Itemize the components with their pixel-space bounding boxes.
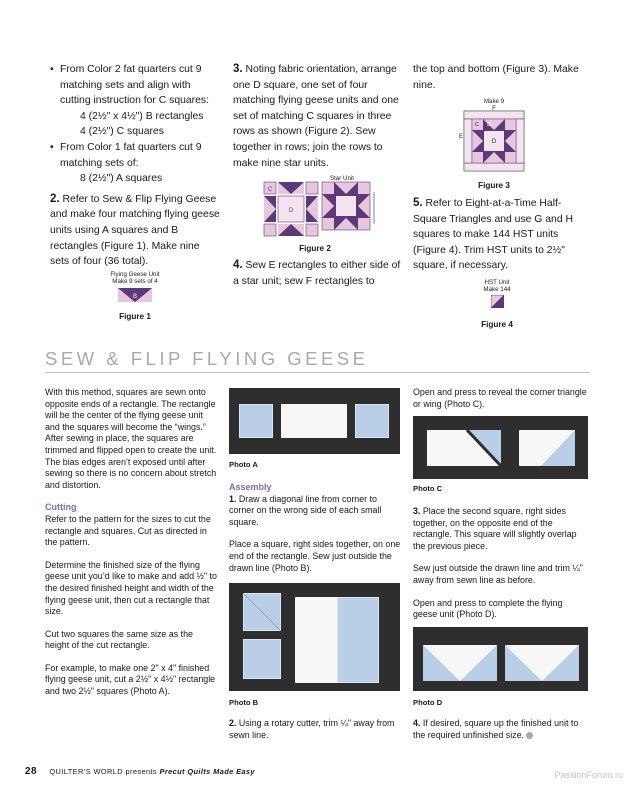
fig3-block-diagram bbox=[458, 105, 530, 173]
fig2-caption: Figure 2 bbox=[299, 244, 331, 253]
bullet-color2: • From Color 2 fat quarters cut 9 matching sets and align with cutting instruction for C squares: 4 (2½" x 4½") B rectangles 4 (2½") C squares bbox=[50, 62, 220, 140]
step-5: 5. Refer to Eight-at-a-Time Half-Square Triangles and use G and H squares to make 144 HST units (Figure 4). Trim HST units to 2½" square, if necessary. bbox=[413, 197, 573, 272]
intro-text: With this method, squares are sewn onto opposite ends of a rectangle. The rectangle will be the center of the flying geese unit and the squares will become the “wings.” After sewing in place, the squares are trimmed and flipped open to create the unit. The bias edges aren’t exposed until after sewing so there is no concern about stretch and distortion. bbox=[45, 387, 217, 490]
watermark: PassionForum.ru bbox=[554, 770, 623, 780]
lower-middle-column bbox=[229, 482, 401, 585]
cutting-bullets bbox=[50, 62, 220, 187]
lower-left-column bbox=[45, 387, 217, 709]
right-text-3: Open and press to complete the flying geese unit (Photo D). bbox=[413, 597, 563, 620]
photo-b-caption: Photo B bbox=[229, 698, 259, 707]
assembly-step-4-block bbox=[413, 718, 589, 752]
assembly-step-2: 2. Using a rotary cutter, trim ¼" away from sewn line. bbox=[229, 718, 395, 740]
right-text-2: Sew just outside the drawn line and trim ¼" away from sewn line as before. bbox=[413, 563, 583, 585]
cutting-heading: Cutting bbox=[45, 502, 77, 513]
step-2: 2. Refer to Sew & Flip Flying Geese and make four matching flying geese units using A squares and B rectangles (Figure 1). Make nine sets of four (36 total). bbox=[50, 192, 220, 268]
fig4-hst-unit bbox=[491, 295, 504, 308]
fig4-caption: Figure 4 bbox=[481, 320, 513, 329]
assembly-step-1: 1. Draw a diagonal line from corner to corner on the wrong side of each small square. bbox=[229, 493, 382, 527]
fig3-caption: Figure 3 bbox=[478, 181, 510, 190]
photo-c-caption: Photo C bbox=[413, 484, 443, 493]
page-number: 28 bbox=[25, 766, 37, 777]
footer-book-title: Precut Quilts Made Easy bbox=[159, 767, 255, 776]
top-middle-column bbox=[233, 62, 403, 171]
photo-d-image bbox=[413, 627, 588, 691]
photo-d-caption: Photo D bbox=[413, 698, 443, 707]
step-4-block bbox=[233, 258, 403, 289]
page-footer bbox=[25, 766, 255, 777]
sub-c-square: 4 (2½") C squares bbox=[80, 126, 164, 138]
step-3: 3. Noting fabric orientation, arrange one D square, one set of four matching flying geese units and one set of matching C squares in three rows as shown (Figure 2). Sew together in rows; join the rows to make nine star units. bbox=[233, 63, 399, 169]
assembly-step-1b: Place a square, right sides together, on one end of the rectangle. Sew just outside the drawn line (Photo B). bbox=[229, 539, 401, 573]
sub-b-rect: 4 (2½" x 4½") B rectangles bbox=[80, 110, 204, 122]
svg-text:C: C bbox=[267, 187, 273, 193]
cutting-text-4: For example, to make one 2" x 4" finished flying geese unit, cut a 2½" x 4½" rectangle and two 2½" squares (Photo A). bbox=[45, 662, 216, 697]
svg-text:B: B bbox=[487, 122, 491, 128]
right-text-1: Open and press to reveal the corner triangle or wing (Photo C). bbox=[413, 387, 587, 409]
fig1-flying-geese-unit bbox=[118, 288, 152, 302]
cutting-text-3: Cut two squares the same size as the height of the cut rectangle. bbox=[45, 628, 193, 651]
cutting-text-2: Determine the finished size of the flying geese unit you’d like to make and add ½" to the desired finished height and width of the flying geese unit, then cut a rectangle that size. bbox=[45, 559, 217, 617]
fig1-caption: Figure 1 bbox=[119, 312, 151, 321]
photo-b-image bbox=[229, 583, 400, 691]
fig2-unit-label: Star Unit bbox=[329, 175, 355, 182]
section-divider bbox=[45, 372, 590, 373]
svg-text:D: D bbox=[491, 139, 497, 145]
svg-text:B: B bbox=[132, 294, 138, 300]
assembly-heading: Assembly bbox=[229, 482, 272, 492]
footer-publication: QUILTER’S WORLD presents bbox=[49, 767, 160, 776]
fig1-unit-label: Flying Geese Unit Make 9 sets of 4 bbox=[110, 271, 160, 285]
step-4-continued: the top and bottom (Figure 3). Make nine. bbox=[413, 64, 579, 91]
svg-text:F: F bbox=[492, 106, 496, 112]
assembly-step-3: 3. Place the second square, right sides together, on the opposite end of the rectangle. This square will slightly overlap the previous piece. bbox=[413, 506, 577, 551]
photo-a-image bbox=[229, 388, 400, 454]
photo-c-image bbox=[413, 416, 588, 479]
top-left-column bbox=[50, 62, 220, 270]
fig4-unit-label: HST Unit Make 144 bbox=[483, 279, 511, 293]
cutting-text-1: Refer to the pattern for the sizes to cut the rectangle and squares. Cut as directed in the pattern. bbox=[45, 513, 211, 548]
sub-a-square: 8 (2½") A squares bbox=[80, 173, 163, 185]
section-title: SEW & FLIP FLYING GEESE bbox=[45, 348, 369, 369]
lower-right-middle bbox=[413, 506, 589, 632]
step-4: 4. Sew E rectangles to either side of a star unit; sew F rectangles to bbox=[233, 259, 401, 287]
assembly-step-4: 4. If desired, square up the finished unit to the required unfinished size. bbox=[413, 718, 579, 740]
svg-text:C: C bbox=[475, 122, 479, 128]
end-mark-icon bbox=[526, 732, 533, 739]
fig2-star-unit-diagram bbox=[262, 180, 378, 238]
step-5-block bbox=[413, 196, 583, 274]
svg-text:E: E bbox=[458, 134, 464, 140]
svg-text:D: D bbox=[288, 208, 294, 214]
bullet-color1: • From Color 1 fat quarters cut 9 matching sets of: 8 (2½") A squares bbox=[50, 140, 220, 187]
assembly-step-2-block bbox=[229, 718, 401, 752]
top-right-column bbox=[413, 62, 583, 93]
photo-a-caption: Photo A bbox=[229, 460, 258, 469]
fig3-unit-label: Make 9 bbox=[483, 98, 505, 105]
